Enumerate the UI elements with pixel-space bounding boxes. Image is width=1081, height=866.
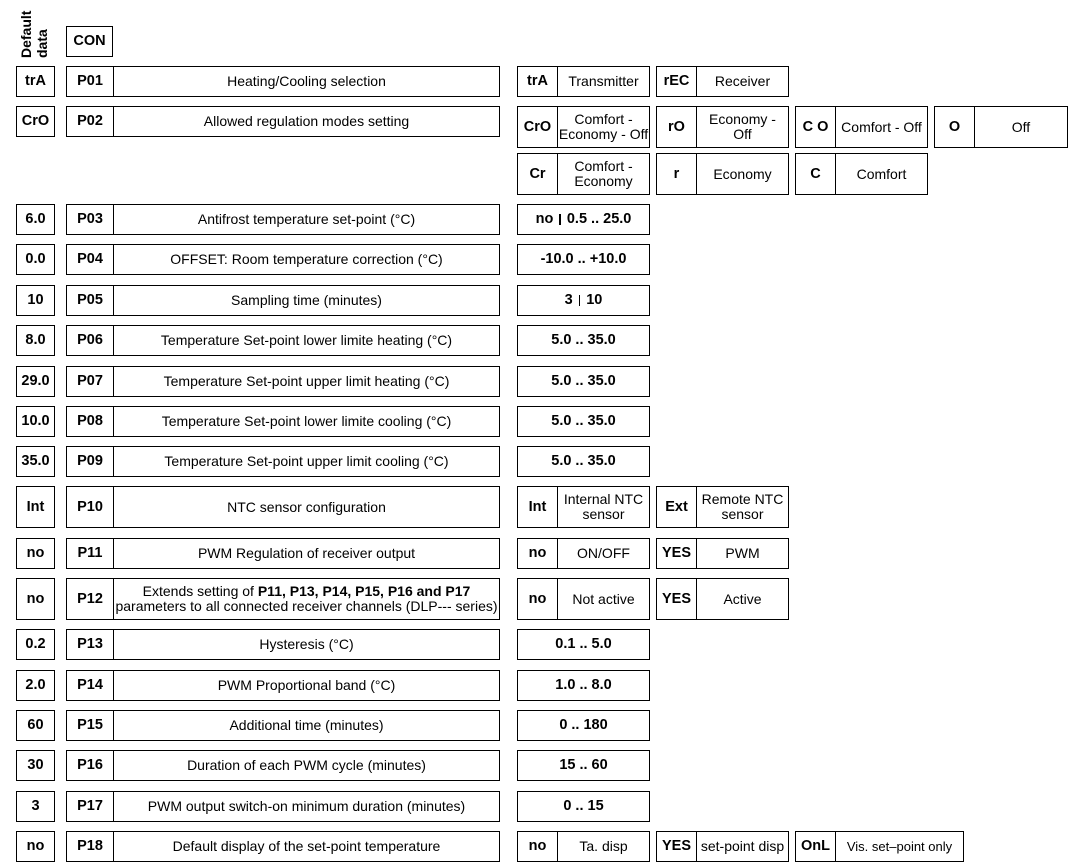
code-p04: P04: [66, 244, 114, 275]
p03-range-no: no: [535, 211, 554, 227]
default-p13: 0.2: [16, 629, 55, 660]
p10-option-label-int: [557, 486, 650, 528]
desc-p08: Temperature Set-point lower limite cooling (°C): [113, 406, 500, 437]
p13-range: 0.1 .. 5.0: [517, 629, 650, 660]
code-p02: P02: [66, 106, 114, 137]
desc-p11: PWM Regulation of receiver output: [113, 538, 500, 569]
p14-range: 1.0 .. 8.0: [517, 670, 650, 701]
code-p03: P03: [66, 204, 114, 235]
code-p14: P14: [66, 670, 114, 701]
p03-range: [517, 204, 650, 235]
desc-p10: NTC sensor configuration: [113, 486, 500, 528]
p12-option-label-not-active: Not active: [557, 578, 650, 620]
default-p02: CrO: [16, 106, 55, 137]
default-p14: 2.0: [16, 670, 55, 701]
desc-p15: Additional time (minutes): [113, 710, 500, 741]
desc-p12-params: P11, P13, P14, P15, P16 and P17: [257, 583, 471, 599]
p11-option-code-yes: YES: [656, 538, 697, 569]
code-p15: P15: [66, 710, 114, 741]
separator-bar: [559, 214, 561, 225]
p11-option-label-onoff: ON/OFF: [557, 538, 650, 569]
p02-cro-line1: Comfort -: [574, 111, 633, 127]
p11-option-label-pwm: PWM: [696, 538, 789, 569]
p10-option-code-int: Int: [517, 486, 558, 528]
default-p12: no: [16, 578, 55, 620]
p02-option-code-ro: rO: [656, 106, 697, 148]
p10-int-line1: Internal NTC: [563, 491, 644, 507]
desc-p05: Sampling time (minutes): [113, 285, 500, 316]
p10-option-code-ext: Ext: [656, 486, 697, 528]
default-header-line1: Default: [18, 10, 34, 58]
default-p18: no: [16, 831, 55, 862]
p01-option-code-rec: rEC: [656, 66, 697, 97]
default-p03: 6.0: [16, 204, 55, 235]
p18-option-code-no: no: [517, 831, 558, 862]
desc-p03: Antifrost temperature set-point (°C): [113, 204, 500, 235]
p12-option-code-no: no: [517, 578, 558, 620]
default-p08: 10.0: [16, 406, 55, 437]
default-p10: Int: [16, 486, 55, 528]
p10-ext-line1: Remote NTC: [701, 491, 784, 507]
p10-option-label-ext: [696, 486, 789, 528]
p10-int-line2: sensor: [582, 506, 625, 522]
p02-ro-line1: Economy -: [709, 111, 776, 127]
p09-range: 5.0 .. 35.0: [517, 446, 650, 477]
code-p01: P01: [66, 66, 114, 97]
p11-option-code-no: no: [517, 538, 558, 569]
p02-cr-line1: Comfort -: [574, 158, 633, 174]
p02-ro-line2: Off: [733, 126, 752, 142]
code-p06: P06: [66, 325, 114, 356]
p10-ext-line2: sensor: [721, 506, 764, 522]
p02-option-label-o: Off: [974, 106, 1068, 148]
default-p09: 35.0: [16, 446, 55, 477]
desc-p14: PWM Proportional band (°C): [113, 670, 500, 701]
p01-option-label-receiver: Receiver: [696, 66, 789, 97]
desc-p06: Temperature Set-point lower limite heating (°C): [113, 325, 500, 356]
p05-range-b: 10: [586, 292, 603, 308]
code-p07: P07: [66, 366, 114, 397]
code-p11: P11: [66, 538, 114, 569]
p01-option-code-tra: trA: [517, 66, 558, 97]
p02-option-label-r: Economy: [696, 153, 789, 195]
p18-option-code-onl: OnL: [795, 831, 836, 862]
default-p07: 29.0: [16, 366, 55, 397]
p02-option-code-co: C O: [795, 106, 836, 148]
code-p17: P17: [66, 791, 114, 822]
p18-option-code-yes: YES: [656, 831, 697, 862]
desc-p12-line1: [143, 584, 471, 599]
p16-range: 15 .. 60: [517, 750, 650, 781]
default-header-line2: data: [34, 29, 50, 58]
p12-option-label-active: Active: [696, 578, 789, 620]
p02-option-label-cro: [557, 106, 650, 148]
code-p18: P18: [66, 831, 114, 862]
con-header: CON: [66, 26, 113, 57]
desc-p17: PWM output switch-on minimum duration (minutes): [113, 791, 500, 822]
default-p11: no: [16, 538, 55, 569]
p02-option-label-co: Comfort - Off: [835, 106, 928, 148]
p02-option-code-c: C: [795, 153, 836, 195]
default-p05: 10: [16, 285, 55, 316]
code-p10: P10: [66, 486, 114, 528]
p02-option-label-cr: [557, 153, 650, 195]
code-p12: P12: [66, 578, 114, 620]
desc-p12-text-a: Extends setting of: [142, 583, 258, 599]
code-p16: P16: [66, 750, 114, 781]
default-p04: 0.0: [16, 244, 55, 275]
p18-option-label-setpoint-disp: set-point disp: [696, 831, 789, 862]
desc-p12-line2: parameters to all connected receiver channels (DLP--- series): [115, 598, 498, 614]
default-p06: 8.0: [16, 325, 55, 356]
code-p13: P13: [66, 629, 114, 660]
p03-range-values: 0.5 .. 25.0: [566, 211, 632, 227]
p05-range-a: 3: [564, 292, 573, 308]
p07-range: 5.0 .. 35.0: [517, 366, 650, 397]
desc-p07: Temperature Set-point upper limit heating (°C): [113, 366, 500, 397]
p17-range: 0 .. 15: [517, 791, 650, 822]
default-p16: 30: [16, 750, 55, 781]
desc-p12: [113, 578, 500, 620]
desc-p13: Hysteresis (°C): [113, 629, 500, 660]
p02-option-label-ro: [696, 106, 789, 148]
p18-option-label-vis-setpoint-only: Vis. set–point only: [835, 831, 964, 862]
p12-option-code-yes: YES: [656, 578, 697, 620]
p02-option-code-o: O: [934, 106, 975, 148]
default-p01: trA: [16, 66, 55, 97]
code-p08: P08: [66, 406, 114, 437]
separator-bar: [579, 295, 581, 306]
code-p05: P05: [66, 285, 114, 316]
p04-range: -10.0 .. +10.0: [517, 244, 650, 275]
desc-p02: Allowed regulation modes setting: [113, 106, 500, 137]
desc-p09: Temperature Set-point upper limit cooling (°C): [113, 446, 500, 477]
desc-p04: OFFSET: Room temperature correction (°C): [113, 244, 500, 275]
p08-range: 5.0 .. 35.0: [517, 406, 650, 437]
p02-option-code-cr: Cr: [517, 153, 558, 195]
code-p09: P09: [66, 446, 114, 477]
desc-p16: Duration of each PWM cycle (minutes): [113, 750, 500, 781]
p02-option-code-cro: CrO: [517, 106, 558, 148]
desc-p18: Default display of the set-point temperature: [113, 831, 500, 862]
p02-cro-line2: Economy - Off: [558, 126, 649, 142]
p02-option-label-c: Comfort: [835, 153, 928, 195]
p06-range: 5.0 .. 35.0: [517, 325, 650, 356]
p15-range: 0 .. 180: [517, 710, 650, 741]
p18-option-label-ta-disp: Ta. disp: [557, 831, 650, 862]
p02-cr-line2: Economy: [574, 173, 633, 189]
default-p17: 3: [16, 791, 55, 822]
p02-option-code-r: r: [656, 153, 697, 195]
desc-p01: Heating/Cooling selection: [113, 66, 500, 97]
p05-range: [517, 285, 650, 316]
default-data-header: [17, 4, 57, 58]
default-p15: 60: [16, 710, 55, 741]
p01-option-label-transmitter: Transmitter: [557, 66, 650, 97]
